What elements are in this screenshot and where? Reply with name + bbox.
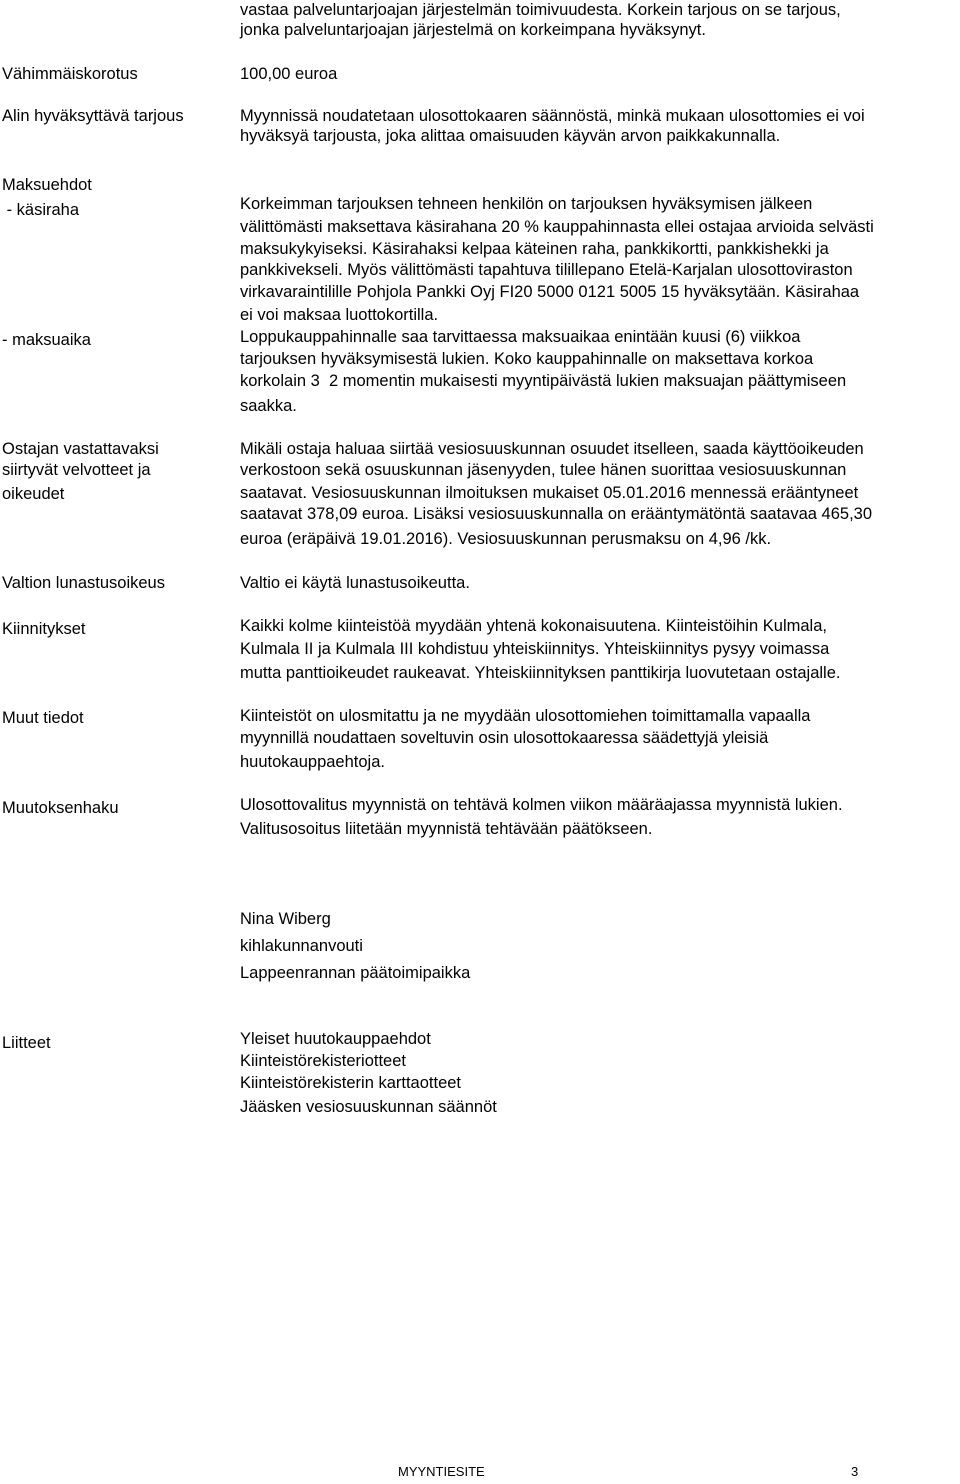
attachment-item: Kiinteistörekisterin karttaotteet	[240, 1074, 462, 1092]
value-ostajan-line: saatavat 378,09 euroa. Lisäksi vesiosuuskunnalla on erääntymätöntä saatavaa 465,30	[240, 505, 873, 523]
signer-title: kihlakunnanvouti	[240, 937, 363, 955]
value-ostajan-line: euroa (eräpäivä 19.01.2016). Vesiosuuskunnan perusmaksu on 4,96 /kk.	[240, 530, 772, 548]
value-kasiraha-line: pankkivekseli. Myös välittömästi tapahtuva tilillepano Etelä-Karjalan ulosottoviraston	[240, 261, 853, 279]
value-ostajan-line: saatavat. Vesiosuuskunnan ilmoituksen mukaiset 05.01.2016 mennessä erääntyneet	[240, 484, 859, 502]
value-muutoksenhaku-line: Ulosottovalitus myynnistä on tehtävä kolmen viikon määräajassa myynnistä lukien.	[240, 796, 843, 814]
value-vahimmaiskorotus: 100,00 euroa	[240, 65, 338, 83]
label-alin-tarjous: Alin hyväksyttävä tarjous	[2, 107, 184, 125]
value-kiinnitykset-line: Kaikki kolme kiinteistöä myydään yhtenä kokonaisuutena. Kiinteistöihin Kulmala,	[240, 617, 827, 635]
label-ostajan: siirtyvät velvotteet ja	[2, 461, 151, 479]
label-muut-tiedot: Muut tiedot	[2, 709, 84, 727]
value-maksuaika-line: tarjouksen hyväksymisestä lukien. Koko kauppahinnalle on maksettava korkoa	[240, 350, 814, 368]
value-maksuaika-line: Loppukauppahinnalle saa tarvittaessa maksuaikaa enintään kuusi (6) viikkoa	[240, 328, 801, 346]
value-kasiraha-line: välittömästi maksettava käsirahana 20 % kauppahinnasta ellei ostajaa arvioida selvästi	[240, 218, 874, 236]
attachment-item: Jääsken vesiosuuskunnan säännöt	[240, 1098, 497, 1116]
label-valtion: Valtion lunastusoikeus	[2, 574, 165, 592]
label-liitteet: Liitteet	[2, 1034, 51, 1052]
intro-line: vastaa palveluntarjoajan järjestelmän toimivuudesta. Korkein tarjous on se tarjous,	[240, 1, 841, 19]
value-valtion: Valtio ei käytä lunastusoikeutta.	[240, 574, 470, 592]
footer-label: MYYNTIESITE	[398, 1464, 485, 1479]
value-kasiraha-line: ei voi maksaa luottokortilla.	[240, 306, 439, 324]
label-vahimmaiskorotus: Vähimmäiskorotus	[2, 65, 138, 83]
value-ostajan-line: Mikäli ostaja haluaa siirtää vesiosuuskunnan osuudet itselleen, saada käyttöoikeuden	[240, 440, 864, 458]
value-maksuaika-line: korkolain 3 2 momentin mukaisesti myyntipäivästä lukien maksuajan päättymiseen	[240, 372, 847, 390]
label-muutoksenhaku: Muutoksenhaku	[2, 799, 119, 817]
attachment-item: Kiinteistörekisteriotteet	[240, 1052, 406, 1070]
value-muut-tiedot-line: Kiinteistöt on ulosmitattu ja ne myydään ulosottomiehen toimittamalla vapaalla	[240, 707, 811, 725]
attachment-item: Yleiset huutokauppaehdot	[240, 1030, 431, 1048]
value-ostajan-line: verkostoon sekä osuuskunnan jäsenyyden, tulee hänen suorittaa vesiosuuskunnan	[240, 461, 847, 479]
value-muut-tiedot-line: huutokauppaehtoja.	[240, 753, 385, 771]
page-number: 3	[851, 1464, 859, 1479]
label-kasiraha: - käsiraha	[2, 201, 80, 219]
signer-office: Lappeenrannan päätoimipaikka	[240, 964, 471, 982]
signer-name: Nina Wiberg	[240, 910, 331, 928]
label-kiinnitykset: Kiinnitykset	[2, 620, 86, 638]
label-ostajan: oikeudet	[2, 485, 65, 503]
value-kasiraha-line: virkavaraintilille Pohjola Pankki Oyj FI20 5000 0121 5005 15 hyväksytään. Käsirahaa	[240, 283, 860, 301]
value-muut-tiedot-line: myynnillä noudattaen soveltuvin osin ulosottokaaressa säädettyjä yleisiä	[240, 729, 769, 747]
label-maksuehdot: Maksuehdot	[2, 176, 92, 194]
value-kiinnitykset-line: Kulmala II ja Kulmala III kohdistuu yhteiskiinnitys. Yhteiskiinnitys pysyy voimassa	[240, 640, 830, 658]
value-kasiraha-line: maksukykyiseksi. Käsirahaksi kelpaa käteinen raha, pankkikortti, pankkishekki ja	[240, 240, 829, 258]
value-kasiraha-line: Korkeimman tarjouksen tehneen henkilön on tarjouksen hyväksymisen jälkeen	[240, 195, 813, 213]
intro-line: jonka palveluntarjoajan järjestelmä on korkeimpana hyväksynyt.	[240, 21, 706, 39]
value-kiinnitykset-line: mutta panttioikeudet raukeavat. Yhteiskiinnityksen panttikirja luovutetaan ostajalle.	[240, 664, 841, 682]
value-alin-tarjous-line: Myynnissä noudatetaan ulosottokaaren säännöstä, minkä mukaan ulosottomies ei voi	[240, 107, 865, 125]
value-maksuaika-line: saakka.	[240, 397, 297, 415]
label-maksuaika: - maksuaika	[2, 331, 91, 349]
value-muutoksenhaku-line: Valitusosoitus liitetään myynnistä tehtävään päätökseen.	[240, 820, 653, 838]
value-alin-tarjous-line: hyväksyä tarjousta, joka alittaa omaisuuden käyvän arvon paikkakunnalla.	[240, 127, 781, 145]
label-ostajan: Ostajan vastattavaksi	[2, 440, 159, 458]
